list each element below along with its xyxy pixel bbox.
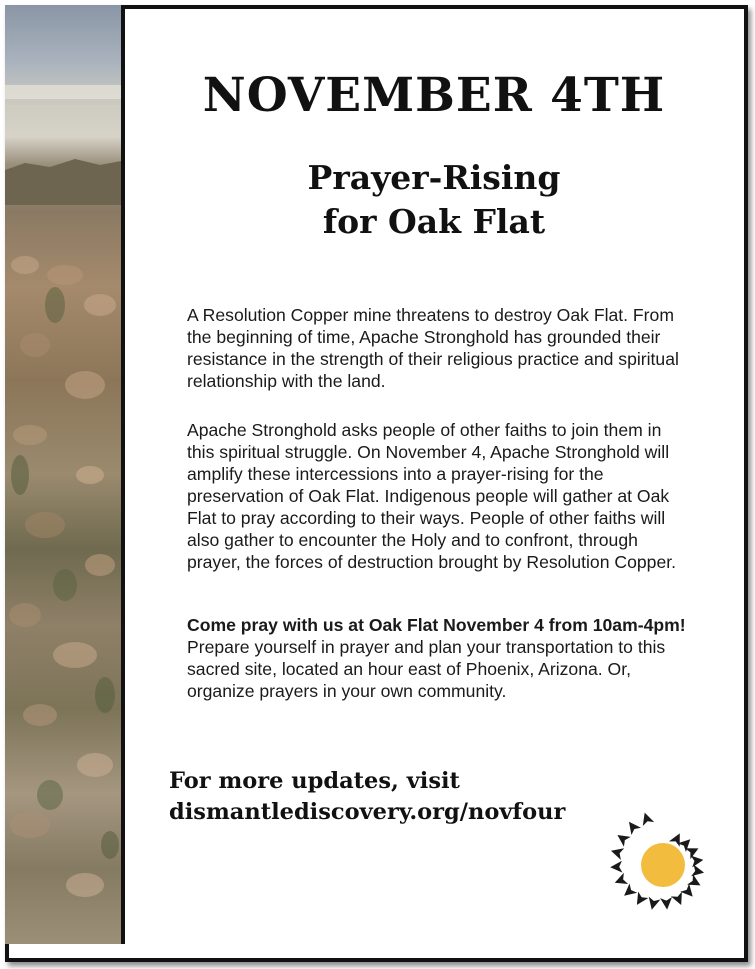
landscape-photo xyxy=(5,5,125,944)
updates-label: For more updates, visit xyxy=(169,768,460,794)
subtitle-line-1: Prayer-Rising xyxy=(307,158,561,197)
arrowhead-mark xyxy=(609,845,624,860)
intro-paragraph: A Resolution Copper mine threatens to destroy Oak Flat. From the beginning of time, Apache Stronghold has grounded their resistance in the strength of their religious practice and spiritual relationship with the land. xyxy=(187,305,679,391)
arrowhead-mark xyxy=(632,892,649,909)
arrowhead-mark xyxy=(614,830,631,847)
call-to-action-highlight: Come pray with us at Oak Flat November 4 from 10am-4pm! xyxy=(187,615,686,635)
sun-circle xyxy=(641,843,685,887)
arrowhead-mark xyxy=(610,861,623,874)
call-to-action-paragraph xyxy=(187,614,687,702)
updates-link[interactable]: dismantlediscovery.org/novfour xyxy=(169,799,566,825)
arrowhead-mark xyxy=(620,883,637,900)
event-date-title: NOVEMBER 4TH xyxy=(202,68,666,123)
details-paragraph: Apache Stronghold asks people of other faiths to join them in this spiritual struggle. On November 4, Apache Stronghold will amplify these intercessions into a prayer-rising for the preservation of Oak Flat. Indigenous people will gather at Oak Flat to pray according to their ways. People of other faiths will also gather to encounter the Holy and to confront, through prayer, the forces of destruction brought by Resolution Copper. xyxy=(187,420,676,572)
arrowhead-mark xyxy=(680,884,697,901)
arrowhead-mark xyxy=(660,897,673,910)
subtitle-line-2: for Oak Flat xyxy=(322,202,546,241)
arrowhead-mark xyxy=(646,897,660,911)
arrowhead-mark xyxy=(613,873,629,889)
sun-spiral-logo-icon xyxy=(607,783,717,918)
event-subtitle xyxy=(134,156,734,244)
arrowhead-mark xyxy=(671,892,687,908)
arrowhead-mark xyxy=(639,811,654,826)
call-to-action-text: Prepare yourself in prayer and plan your transportation to this sacred site, located an hour east of Phoenix, Arizona. Or, organize prayers in your own community. xyxy=(187,637,666,701)
arrowhead-mark xyxy=(624,818,641,835)
